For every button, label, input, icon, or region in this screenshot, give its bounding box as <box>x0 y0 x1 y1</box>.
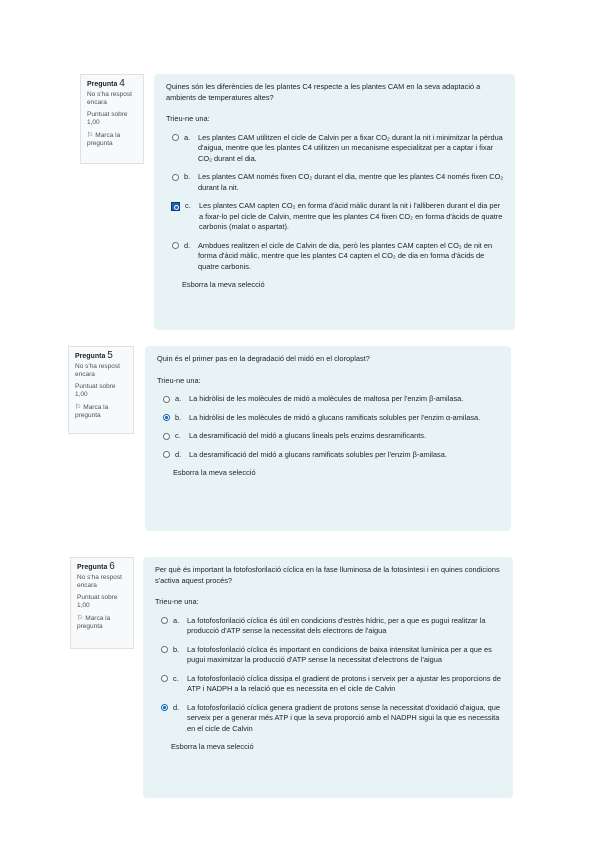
option-text: La fotofosforilació cíclica és important en condicions de baixa intensitat lumínica per a que es pugui maximitzar la producció d'ATP sense la necessitat d'electrons de l'aigua <box>187 644 492 664</box>
option-text: La fotofosforilació cíclica genera gradient de protons sense la necessitat d'oxidació d'aigua, que serveix per a generar més ATP i que la seva proporció amb el NADPH sigui la que es necessita en el cicle de Calvin <box>187 702 501 733</box>
option-letter: d. <box>173 702 180 712</box>
question-text: Per què és important la fotofosforilació cíclica en la fase lluminosa de la fotosíntesi i en quines condicions s'activa aquest procés? <box>155 565 500 585</box>
question-info-5 <box>68 346 134 434</box>
option-letter: c. <box>185 201 191 210</box>
question-label: Pregunta <box>75 353 106 360</box>
question-card-4 <box>154 74 515 330</box>
option-letter: a. <box>173 615 180 625</box>
option-letter: b. <box>184 172 191 181</box>
question-score: Puntuat sobre 1,00 <box>75 383 116 398</box>
flag-icon: ⚐ <box>87 132 94 139</box>
option-text: La fotofosforilació cíclica és útil en condicions d'estrès hídric, per a que es pugui realitzar la producció d'ATP sense la necessitat dels electrons de l'aigua <box>187 615 486 635</box>
answer-option-a[interactable] <box>155 616 503 637</box>
option-text: Les plantes CAM només fixen CO₂ durant el dia, mentre que les plantes C4 només fixen CO₂ durant la nit. <box>198 172 504 192</box>
answer-option-b[interactable] <box>157 413 501 424</box>
option-text: Les plantes CAM capten CO₂ en forma d'àcid màlic durant la nit i l'alliberen durant el dia per a fixar-lo pel cicle de Calvin, mentre que les plantes C4 fixen CO₂ en forma d'àcids de quatre carbonis (malat o aspartat). <box>199 201 503 231</box>
radio-button[interactable] <box>161 617 168 624</box>
flag-icon: ⚐ <box>77 615 84 622</box>
option-letter: a. <box>184 132 191 142</box>
question-text: Quin és el primer pas en la degradació del midó en el cloroplast? <box>157 354 370 363</box>
radio-button[interactable] <box>163 396 170 403</box>
option-text: Les plantes CAM utilitzen el cicle de Calvin per a fixar CO₂ durant la nit i minimitzar la pèrdua d'aigua, mentre que les plantes C4 utilitzen un mecanisme especialitzat per a captar i fixar CO₂ durant el dia. <box>198 132 503 163</box>
answer-option-a[interactable] <box>157 394 501 405</box>
question-score: Puntuat sobre 1,00 <box>77 594 118 609</box>
answer-option-b[interactable] <box>155 645 503 666</box>
radio-button[interactable] <box>163 451 170 458</box>
question-status: No s'ha respost encara <box>87 91 132 106</box>
flag-label: Marca la pregunta <box>77 615 111 630</box>
option-letter: c. <box>175 431 181 440</box>
radio-button-selected[interactable] <box>163 414 170 421</box>
option-letter: b. <box>173 644 180 654</box>
option-text: La desramificació del midó a glucans ramificats solubles per l'enzim β-amilasa. <box>189 449 447 459</box>
radio-button[interactable] <box>163 433 170 440</box>
question-info-4 <box>80 74 144 164</box>
option-text: La fotofosforilació cíclica dissipa el gradient de protons i serveix per a ajustar les proporcions de ATP i NADPH a la relació que es necessita en el cicle de Calvin <box>187 673 501 693</box>
answer-prompt: Trieu-ne una: <box>166 114 210 123</box>
answer-option-d[interactable] <box>155 703 503 735</box>
question-status: No s'ha respost encara <box>77 574 122 589</box>
option-letter: d. <box>184 240 191 250</box>
option-text: Ambdues realitzen el cicle de Calvin de dia, però les plantes CAM capten el CO₂ de nit en forma d'àcid màlic, mentre que les plantes C4 capten el CO₂ de dia en forma d'àcids de quatre carbonis. <box>198 240 493 271</box>
option-letter: a. <box>175 394 182 403</box>
option-text: La desramificació del midó a glucans lineals pels enzims desramificants. <box>189 431 427 440</box>
question-number <box>87 80 137 89</box>
flag-label: Marca la pregunta <box>87 132 121 147</box>
question-status: No s'ha respost encara <box>75 363 120 378</box>
option-letter: c. <box>173 673 179 683</box>
clear-selection-link[interactable]: Esborra la meva selecció <box>171 742 254 751</box>
question-score: Puntuat sobre 1,00 <box>87 111 128 126</box>
radio-button-focused[interactable] <box>171 202 180 211</box>
question-number-value: 6 <box>109 561 115 572</box>
flag-question-link[interactable] <box>87 132 137 148</box>
radio-button-selected[interactable] <box>161 704 168 711</box>
option-text: La hidròlisi de les molècules de midó a glucans ramificats solubles per l'enzim α-amilasa. <box>189 412 481 422</box>
clear-selection-link[interactable]: Esborra la meva selecció <box>182 280 265 289</box>
question-text: Quines són les diferències de les plantes C4 respecte a les plantes CAM en la seva adaptació a ambients de temperatures altes? <box>166 82 481 102</box>
answer-option-c[interactable] <box>166 201 505 233</box>
radio-button[interactable] <box>172 242 179 249</box>
flag-question-link[interactable] <box>77 615 127 631</box>
clear-selection-link[interactable]: Esborra la meva selecció <box>173 468 256 477</box>
question-card-5 <box>145 346 511 531</box>
radio-button[interactable] <box>161 675 168 682</box>
answer-option-d[interactable] <box>157 450 501 461</box>
flag-question-link[interactable] <box>75 404 127 420</box>
answer-option-d[interactable] <box>166 241 505 273</box>
flag-icon: ⚐ <box>75 404 82 411</box>
answer-option-c[interactable] <box>155 674 503 695</box>
question-card-6 <box>143 557 513 798</box>
answer-option-a[interactable] <box>166 133 505 165</box>
answer-option-c[interactable] <box>157 431 501 442</box>
option-letter: b. <box>175 412 182 422</box>
question-label: Pregunta <box>87 81 118 88</box>
answer-prompt: Trieu-ne una: <box>157 375 201 385</box>
answer-option-b[interactable] <box>166 172 505 193</box>
option-text: La hidròlisi de les molècules de midó a molècules de maltosa per l'enzim β-amilasa. <box>189 394 464 403</box>
flag-label: Marca la pregunta <box>75 404 109 419</box>
question-info-6 <box>70 557 134 649</box>
question-label: Pregunta <box>77 564 108 571</box>
question-number <box>75 352 127 361</box>
answer-prompt: Trieu-ne una: <box>155 597 199 606</box>
option-letter: d. <box>175 449 182 459</box>
question-number-value: 4 <box>119 78 125 89</box>
radio-button[interactable] <box>172 174 179 181</box>
radio-button[interactable] <box>172 134 179 141</box>
question-number-value: 5 <box>107 350 113 361</box>
radio-button[interactable] <box>161 646 168 653</box>
question-number <box>77 563 127 572</box>
